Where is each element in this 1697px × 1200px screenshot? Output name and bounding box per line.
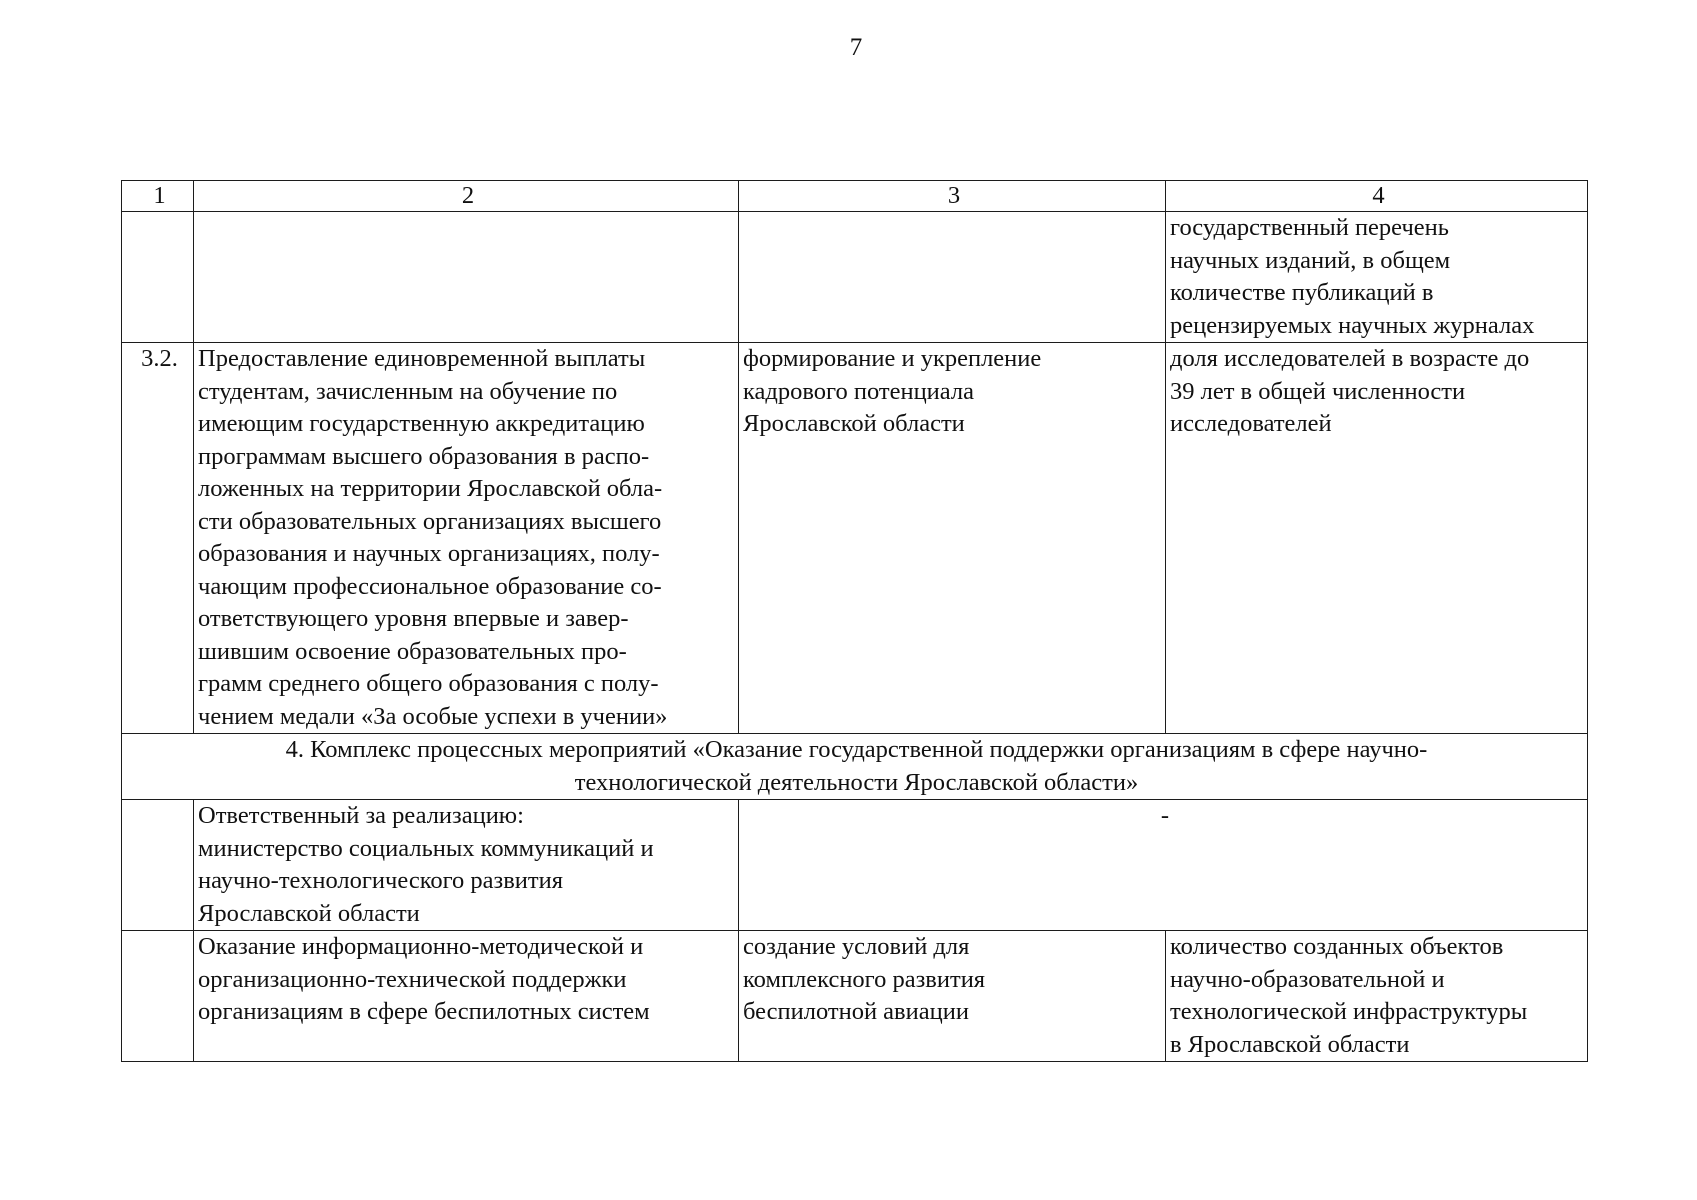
table-row-responsible — [122, 800, 1588, 931]
cell-number — [122, 931, 194, 1062]
text-line: 39 лет в общей численности — [1170, 377, 1466, 405]
table-row-continuation — [122, 212, 1588, 343]
text-line: студентам, зачисленным на обучение по — [198, 377, 618, 405]
text-line: в Ярославской области — [1170, 1030, 1410, 1058]
text-line: количество созданных объектов — [1170, 933, 1504, 960]
text-line: чением медали «За особые успехи в учении» — [198, 702, 668, 730]
text-line: комплексного развития — [743, 965, 986, 993]
section-heading — [122, 734, 1588, 800]
cell-measure — [194, 343, 739, 734]
column-number-4: 4 — [1166, 181, 1588, 212]
text-line: формирование и укрепление — [743, 345, 1042, 372]
text-line: доля исследователей в возрасте до — [1170, 345, 1530, 372]
cell-indicator — [1166, 343, 1588, 734]
table-row-3-2 — [122, 343, 1588, 734]
text-line: грамм среднего общего образования с полу- — [198, 670, 659, 697]
page-number: 7 — [849, 34, 863, 61]
text-line: научных изданий, в общем — [1170, 246, 1451, 274]
text-line: исследователей — [1170, 410, 1332, 437]
cell-dash: - — [739, 800, 1588, 931]
text-line: организационно-технической поддержки — [198, 965, 627, 993]
text-line: количестве публикаций в — [1170, 279, 1434, 306]
text-line: образования и научных организациях, полу- — [198, 540, 660, 567]
text-line: беспилотной авиации — [743, 998, 969, 1025]
text-line: Ярославской области — [743, 410, 965, 437]
cell-measure — [194, 212, 739, 343]
text-line: имеющим государственную аккредитацию — [198, 410, 645, 437]
text-line: государственный перечень — [1170, 214, 1449, 241]
cell-indicator — [1166, 931, 1588, 1062]
cell-number — [122, 212, 194, 343]
text-line: Ярославской области — [198, 899, 420, 927]
column-number-1: 1 — [122, 181, 194, 212]
column-number-3: 3 — [739, 181, 1166, 212]
cell-task — [739, 212, 1166, 343]
text-line: создание условий для — [743, 933, 970, 960]
text-line: рецензируемых научных журналах — [1170, 311, 1535, 339]
measures-table — [121, 180, 1588, 1062]
table-header-row — [122, 181, 1588, 212]
text-line: Предоставление единовременной выплаты — [198, 345, 646, 372]
text-line: Ответственный за реализацию: — [198, 802, 524, 829]
text-line: сти образовательных организациях высшего — [198, 507, 662, 535]
table-row-drones — [122, 931, 1588, 1062]
cell-indicator — [1166, 212, 1588, 343]
text-line: ответствующего уровня впервые и завер- — [198, 605, 629, 632]
cell-number: 3.2. — [122, 343, 194, 734]
cell-task — [739, 931, 1166, 1062]
text-line: Оказание информационно-методической и — [198, 933, 644, 960]
text-line: кадрового потенциала — [743, 377, 974, 405]
cell-number — [122, 800, 194, 931]
section-heading-line: 4. Комплекс процессных мероприятий «Оказание государственной поддержки организациям в сфере научно- — [285, 736, 1428, 763]
text-line: шившим освоение образовательных про- — [198, 637, 627, 665]
text-line: ложенных на территории Ярославской обла- — [198, 475, 663, 502]
text-line: программам высшего образования в распо- — [198, 442, 650, 470]
text-line: министерство социальных коммуникаций и — [198, 834, 654, 862]
section-heading-line: технологической деятельности Ярославской области» — [574, 768, 1139, 796]
text-line: чающим профессиональное образование со- — [198, 572, 662, 600]
text-line: научно-образовательной и — [1170, 965, 1445, 993]
column-number-2: 2 — [194, 181, 739, 212]
cell-measure — [194, 931, 739, 1062]
text-line: технологической инфраструктуры — [1170, 998, 1528, 1025]
text-line: организациям в сфере беспилотных систем — [198, 998, 650, 1025]
text-line: научно-технологического развития — [198, 867, 563, 894]
cell-task — [739, 343, 1166, 734]
cell-responsible — [194, 800, 739, 931]
section-heading-row — [122, 734, 1588, 800]
